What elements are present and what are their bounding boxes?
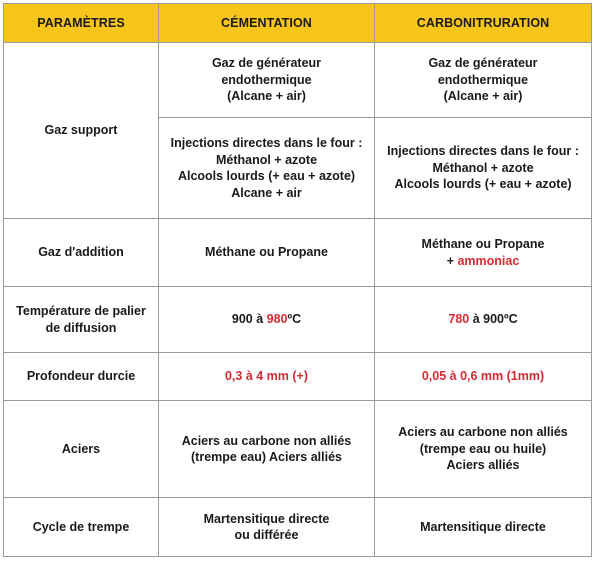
cell-cementation-generateur: Gaz de générateur endothermique (Alcane + air): [159, 43, 375, 118]
cell-cementation-profondeur: 0,3 à 4 mm (+): [159, 353, 375, 401]
gaz-addition-plus: +: [446, 253, 458, 268]
table-row-aciers: [4, 401, 592, 498]
cell-carbonitruration-injections: Injections directes dans le four : Méthanol + azote Alcools lourds (+ eau + azote): [375, 118, 592, 219]
cell-carbonitruration-temperature: [375, 287, 592, 353]
temp-cem-pre: 900 à: [231, 312, 267, 327]
cell-carbonitruration-gaz-addition: [375, 219, 592, 287]
temp-carb-post: à 900ºC: [469, 312, 518, 327]
row-label-profondeur: Profondeur durcie: [4, 353, 159, 401]
cell-carbonitruration-aciers: Aciers au carbone non alliés (trempe eau ou huile) Aciers alliés: [375, 401, 592, 498]
header-parametres: PARAMÈTRES: [4, 4, 159, 43]
row-label-temperature: Température de palier de diffusion: [4, 287, 159, 353]
temp-cem-post: ºC: [287, 312, 302, 327]
cell-cementation-gaz-addition: Méthane ou Propane: [159, 219, 375, 287]
cell-cementation-injections: Injections directes dans le four : Méthanol + azote Alcools lourds (+ eau + azote) Alcane + air: [159, 118, 375, 219]
row-label-gaz-support: Gaz support: [4, 43, 159, 219]
table-row-gaz-addition: [4, 219, 592, 287]
cell-carbonitruration-profondeur: 0,05 à 0,6 mm (1mm): [375, 353, 592, 401]
gaz-addition-main-text: Méthane ou Propane: [421, 237, 545, 251]
cell-cementation-cycle: Martensitique directe ou différée: [159, 498, 375, 557]
temp-cem-red: 980: [266, 312, 288, 327]
gaz-addition-ammoniac: ammoniac: [457, 253, 520, 268]
row-label-cycle: Cycle de trempe: [4, 498, 159, 557]
row-label-aciers: Aciers: [4, 401, 159, 498]
cell-cementation-temperature: [159, 287, 375, 353]
table-row-profondeur: [4, 353, 592, 401]
cell-cementation-aciers: Aciers au carbone non alliés (trempe eau) Aciers alliés: [159, 401, 375, 498]
row-label-gaz-addition: Gaz d'addition: [4, 219, 159, 287]
temp-carb-red: 780: [448, 312, 470, 327]
table-row-gaz-support: [4, 43, 592, 118]
table-row-temperature: [4, 287, 592, 353]
cell-carbonitruration-generateur: Gaz de générateur endothermique (Alcane + air): [375, 43, 592, 118]
comparison-table-container: [3, 3, 591, 557]
header-carbonitruration: CARBONITRURATION: [375, 4, 592, 43]
comparison-table: [3, 3, 592, 557]
header-cementation: CÉMENTATION: [159, 4, 375, 43]
table-row-cycle: [4, 498, 592, 557]
header-row: [4, 4, 592, 43]
cell-carbonitruration-cycle: Martensitique directe: [375, 498, 592, 557]
